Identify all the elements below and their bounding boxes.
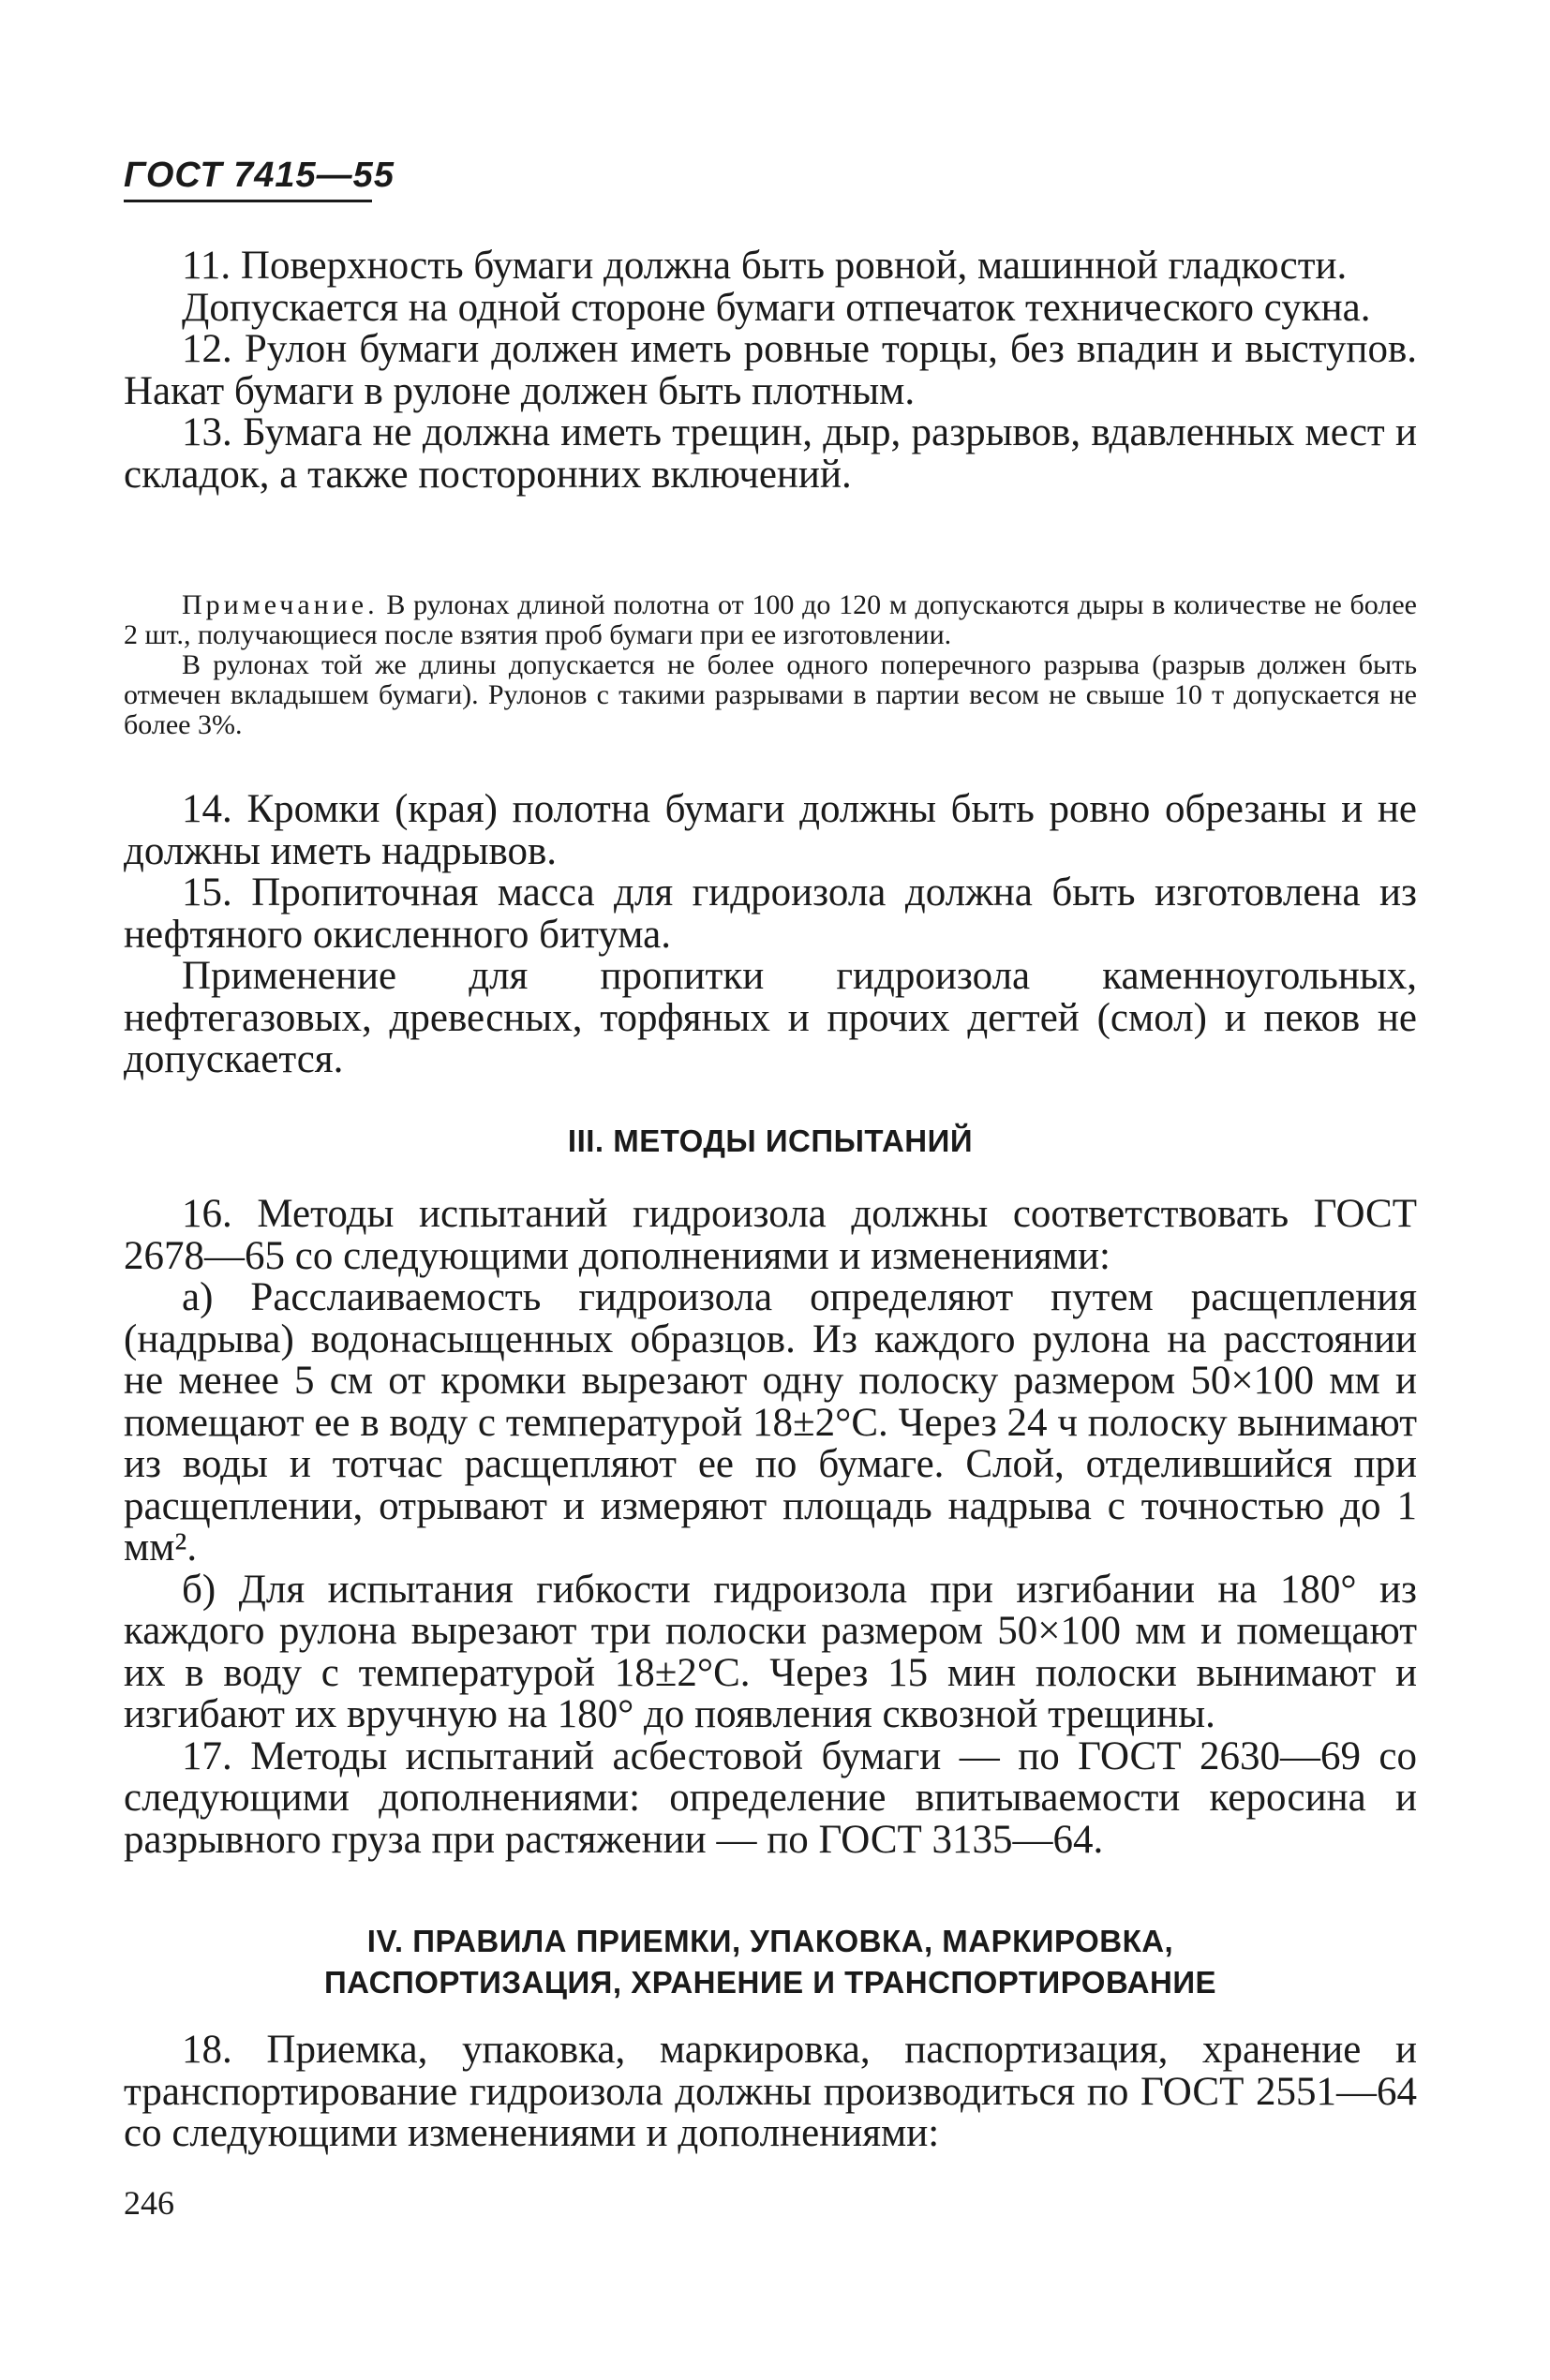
section-2-end [124,789,1417,1081]
paragraph-11: 11. Поверхность бумаги должна быть ровной, машинной гладкости. [182,244,1348,288]
header-rule [124,200,372,202]
note-1-text: В рулонах длиной полотна от 100 до 120 м допускаются дыры в количестве не более 2 шт., получающиеся после взятия проб бумаги при ее изготовлении. [124,589,1417,650]
paragraph-16b: б) Для испытания гибкости гидроизола при изгибании на 180° из каждого рулона вырезают три полоски размером 50×100 мм и помещают их в воду с температурой 18±2°С. Через 15 мин полоски вынимают и изгибают их вручную на 180° до появления сквозной трещины. [124,1567,1417,1736]
running-header: ГОСТ 7415—55 [124,156,395,195]
paragraph-15-addendum: Применение для пропитки гидроизола каменноугольных, нефтегазовых, древесных, торфяных и прочих дегтей (смол) и пеков не допускается. [124,954,1417,1081]
note-label: Примечание. [182,589,379,620]
section-3-body [124,1194,1417,1861]
section-2-continued [124,245,1417,496]
note-1 [124,590,1417,650]
paragraph-18: 18. Приемка, упаковка, маркировка, паспортизация, хранение и транспортирование гидроизола должны производиться по ГОСТ 2551—64 со следующими изменениями и дополнениями: [124,2028,1417,2155]
paragraph-15: 15. Пропиточная масса для гидроизола должна быть изготовлена из нефтяного окисленного битума. [124,870,1417,957]
section-4-heading-line-1: IV. ПРАВИЛА ПРИЕМКИ, УПАКОВКА, МАРКИРОВКА, [366,1924,1174,1958]
page-number: 246 [124,2184,174,2222]
section-3-heading: III. МЕТОДЫ ИСПЫТАНИЙ [567,1123,974,1158]
paragraph-14: 14. Кромки (края) полотна бумаги должны быть ровно обрезаны и не должны иметь надрывов. [124,787,1417,873]
paragraph-13: 13. Бумага не должна иметь трещин, дыр, разрывов, вдавленных мест и складок, а также посторонних включений. [124,410,1417,497]
section-3-heading-wrap [124,1121,1417,1162]
paragraph-17: 17. Методы испытаний асбестовой бумаги — по ГОСТ 2630—69 со следующими дополнениями: определение впитываемости керосина и разрывного груза при растяжении — по ГОСТ 3135—64. [124,1733,1417,1862]
section-4-heading-line-2: ПАСПОРТИЗАЦИЯ, ХРАНЕНИЕ И ТРАНСПОРТИРОВАНИЕ [323,1965,1217,2000]
document-page [124,0,1417,2380]
paragraph-11-addendum: Допускается на одной стороне бумаги отпечаток технического сукна. [182,285,1371,330]
section-4-heading-wrap [124,1921,1417,2003]
paragraph-12: 12. Рулон бумаги должен иметь ровные торцы, без впадин и выступов. Накат бумаги в рулоне должен быть плотным. [124,327,1417,413]
paragraph-16a: а) Расслаиваемость гидроизола определяют путем расщепления (надрыва) водонасыщенных образцов. Из каждого рулона на расстоянии не менее 5 см от кромки вырезают одну полоску размером 50×100 мм и помещают ее в воду с температурой 18±2°С. Через 24 ч полоску вынимают из воды и тотчас расщепляют ее по бумаге. Слой, отделившийся при расщеплении, отрывают и измеряют площадь надрыва с точностью до 1 мм². [124,1275,1417,1569]
section-4-body [124,2030,1417,2155]
note-2: В рулонах той же длины допускается не более одного поперечного разрыва (разрыв должен быть отмечен вкладышем бумаги). Рулонов с такими разрывами в партии весом не свыше 10 т допускается не более 3%. [124,649,1417,740]
paragraph-16: 16. Методы испытаний гидроизола должны соответствовать ГОСТ 2678—65 со следующими дополнениями и изменениями: [124,1192,1417,1278]
note-block [124,590,1417,740]
